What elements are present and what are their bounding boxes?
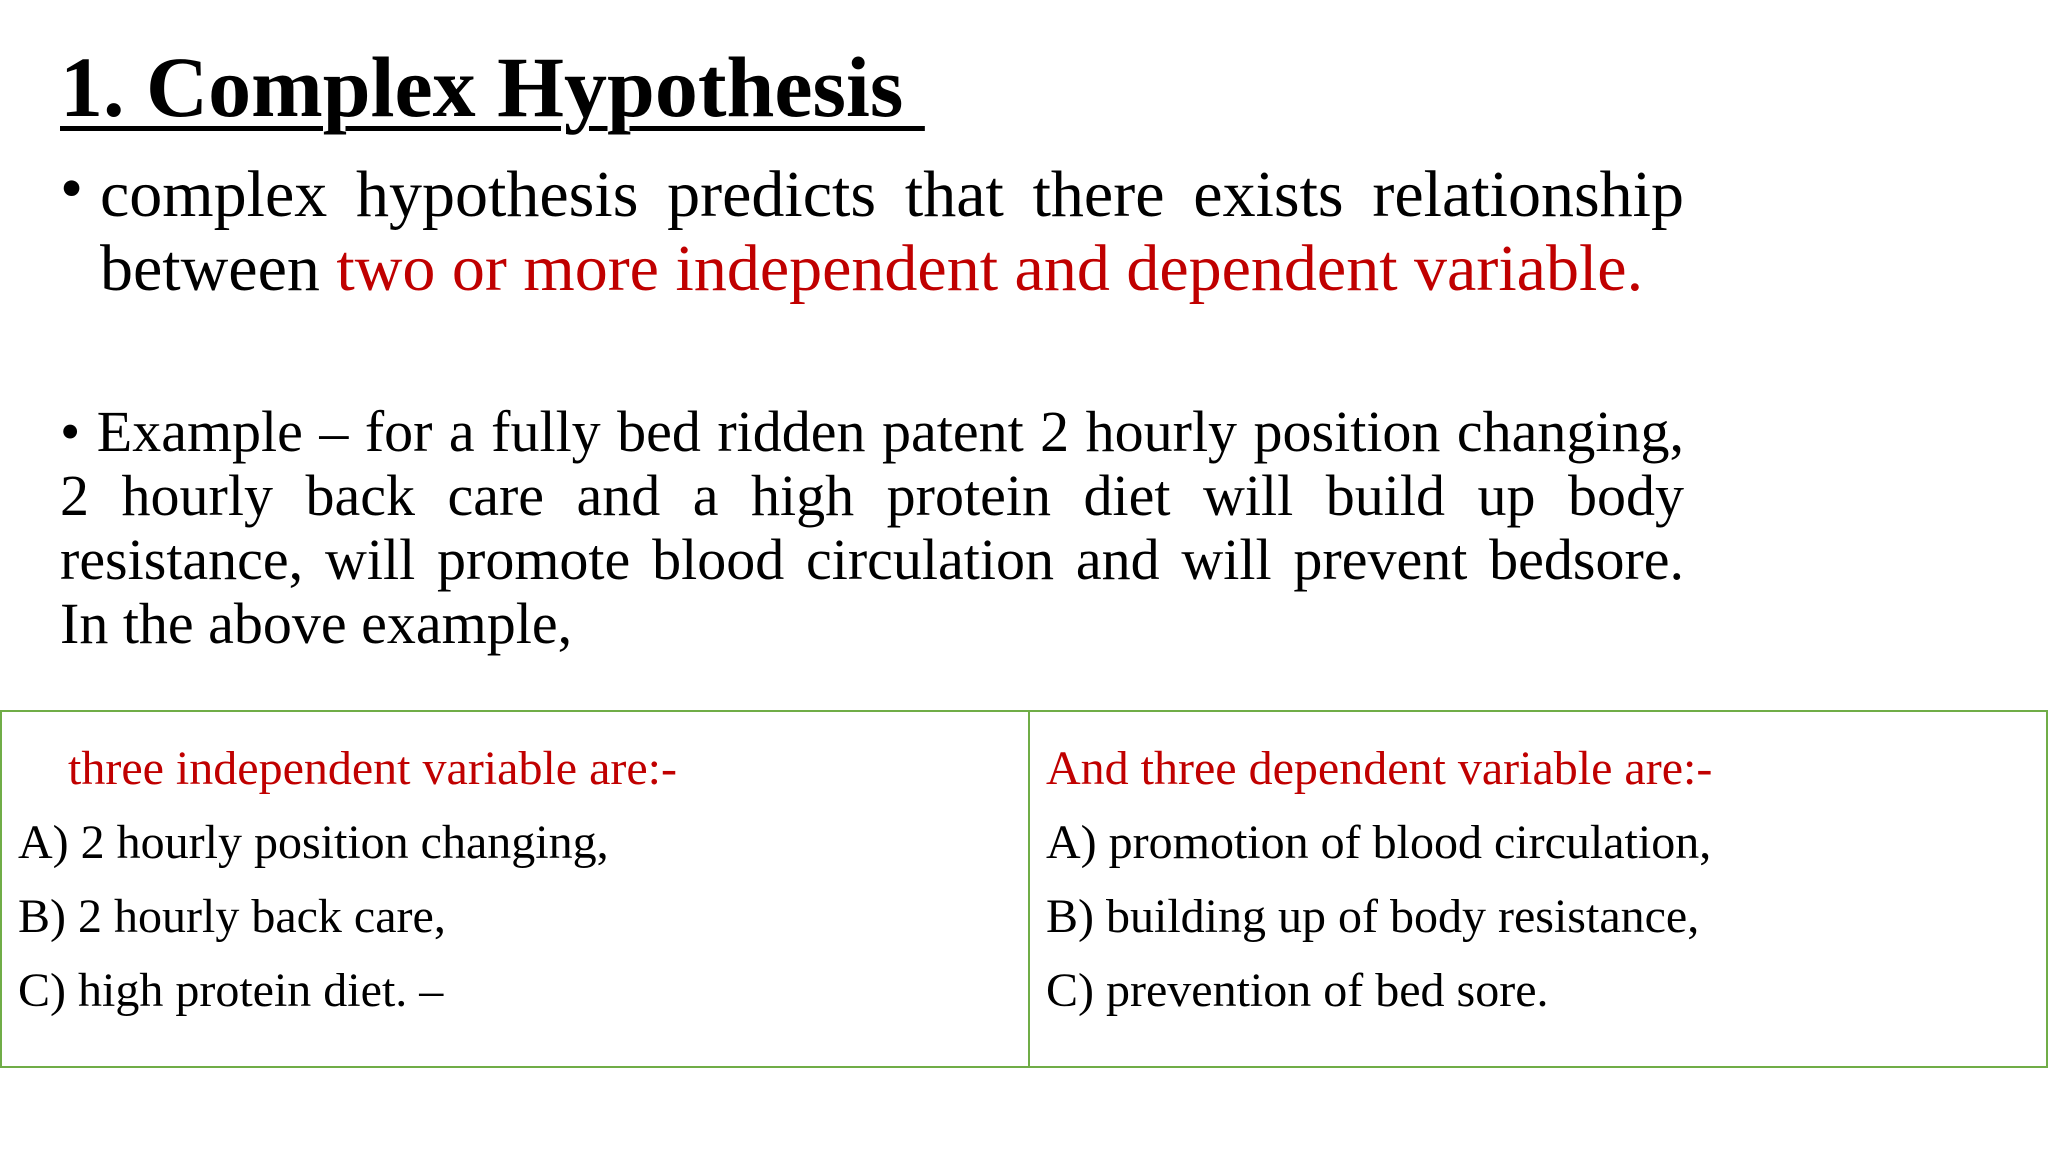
definition-highlight-text: two or more independent and dependent variable. — [336, 232, 1644, 305]
dependent-variables-header: And three dependent variable are:- — [1046, 742, 1713, 795]
independent-variables-header: three independent variable are:- — [68, 742, 677, 795]
definition-text — [100, 158, 1684, 306]
independent-variable-item: B) 2 hourly back care, — [18, 890, 446, 943]
dependent-variable-item: C) prevention of bed sore. — [1046, 964, 1549, 1017]
dependent-variable-item: A) promotion of blood circulation, — [1046, 816, 1712, 869]
bullet-marker: • — [60, 152, 84, 225]
bullet-definition — [60, 152, 1684, 306]
dependent-variable-item: B) building up of body resistance, — [1046, 890, 1700, 943]
variables-table — [0, 710, 2048, 1068]
definition-plain-text: complex hypothesis predicts that there exists relationship between — [100, 158, 1684, 305]
independent-variables-column — [2, 712, 1030, 1066]
slide-title: 1. Complex Hypothesis — [60, 39, 925, 135]
bullet-example: • Example – for a fully bed ridden patent 2 hourly position changing, 2 hourly back care and a high protein diet will build up body resistance, will promote blood circulation and will prevent bedsore. In the above example, — [60, 399, 1684, 656]
independent-variable-item: A) 2 hourly position changing, — [18, 816, 609, 869]
independent-variable-item: C) high protein diet. – — [18, 964, 444, 1017]
dependent-variables-column — [1030, 712, 2046, 1066]
